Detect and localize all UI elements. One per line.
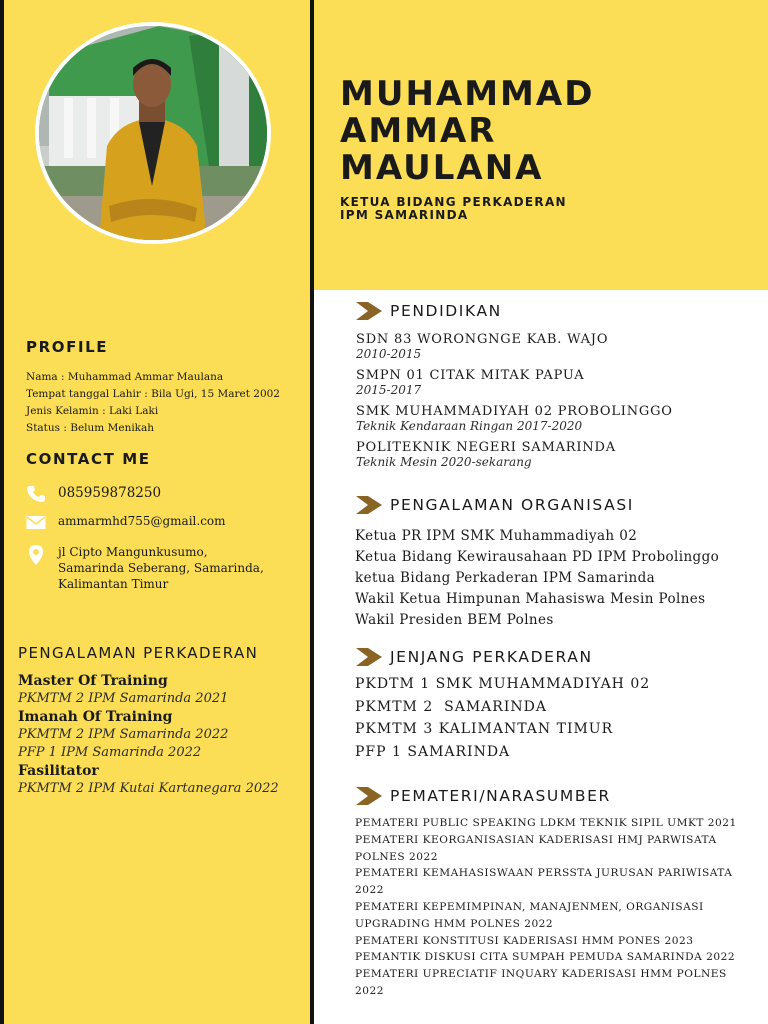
perkaderan-event: PKMTM 2 IPM Samarinda 2022: [18, 727, 229, 742]
perkaderan-event: PKMTM 2 IPM Samarinda 2021: [18, 691, 229, 706]
contact-address: [58, 544, 264, 592]
pemateri-line: PEMATERI PUBLIC SPEAKING LDKM TEKNIK SIPIL UMKT 2021: [355, 817, 737, 829]
pemateri-line: PEMATERI KEPEMIMPINAN, MANAJENMEN, ORGANISASI: [355, 900, 704, 913]
pemateri-title: PEMATERI/NARASUMBER: [390, 787, 611, 805]
jenjang-item: PKMTM 3 KALIMANTAN TIMUR: [355, 721, 614, 737]
pemateri-line: PEMATERI KEMAHASISWAAN PERSSTA JURUSAN PARIWISATA: [355, 867, 733, 880]
school-name: SMPN 01 CITAK MITAK PAPUA: [356, 368, 585, 383]
chevron-right-icon: [356, 302, 382, 320]
position-line: IPM SAMARINDA: [340, 208, 469, 222]
organisasi-heading: [356, 496, 634, 514]
name-line: AMMAR: [340, 111, 497, 151]
profile-photo: [35, 22, 271, 244]
organisasi-item: ketua Bidang Perkaderan IPM Samarinda: [355, 570, 656, 586]
school-detail: 2010-2015: [356, 347, 422, 361]
profile-photo-image: [39, 26, 267, 240]
school-name: SDN 83 WORONGNGE KAB. WAJO: [356, 332, 609, 347]
profile-line: Tempat tanggal Lahir : Bila Ugi, 15 Maret 2002: [26, 388, 280, 400]
organisasi-title: PENGALAMAN ORGANISASI: [390, 496, 634, 514]
organisasi-item: Ketua Bidang Kewirausahaan PD IPM Probolinggo: [355, 549, 720, 565]
full-name: [340, 76, 594, 187]
profile-line: Status : Belum Menikah: [26, 422, 155, 434]
contact-phone-row: [26, 485, 161, 503]
school-detail: Teknik Kendaraan Ringan 2017-2020: [356, 419, 583, 433]
organisasi-item: Wakil Presiden BEM Polnes: [355, 612, 554, 628]
perkaderan-role: Imanah Of Training: [18, 709, 173, 725]
email-icon: [26, 513, 46, 531]
pemateri-line: POLNES 2022: [355, 850, 438, 863]
pemateri-heading: [356, 787, 611, 805]
organisasi-item: Ketua PR IPM SMK Muhammadiyah 02: [355, 528, 638, 544]
chevron-right-icon: [356, 787, 382, 805]
perkaderan-event: PKMTM 2 IPM Kutai Kartanegara 2022: [18, 781, 279, 796]
jenjang-title: JENJANG PERKADERAN: [390, 648, 593, 666]
address-line: Samarinda Seberang, Samarinda,: [58, 561, 264, 575]
pendidikan-list: [356, 332, 673, 476]
position-title: [340, 196, 567, 222]
school-detail: 2015-2017: [356, 383, 422, 397]
name-line: MUHAMMAD: [340, 74, 595, 114]
pemateri-line: PEMATERI KEORGANISASIAN KADERISASI HMJ PARWISATA: [355, 833, 717, 846]
contact-email-row: [26, 513, 226, 531]
pemateri-line: 2022: [355, 984, 384, 997]
jenjang-list: [355, 673, 650, 763]
jenjang-item: PKDTM 1 SMK MUHAMMADIYAH 02: [355, 676, 651, 692]
contact-address-row: [26, 544, 264, 592]
pemateri-line: PEMANTIK DISKUSI CITA SUMPAH PEMUDA SAMARINDA 2022: [355, 951, 736, 964]
profile-line: Jenis Kelamin : Laki Laki: [26, 405, 159, 417]
perkaderan-event: PFP 1 IPM Samarinda 2022: [18, 745, 202, 760]
perkaderan-role: Fasilitator: [18, 763, 99, 779]
jenjang-item: PFP 1 SAMARINDA: [355, 743, 511, 760]
location-pin-icon: [26, 544, 46, 566]
perkaderan-list: [18, 672, 279, 798]
name-line: MAULANA: [340, 148, 544, 188]
school-name: SMK MUHAMMADIYAH 02 PROBOLINGGO: [356, 404, 673, 419]
pendidikan-title: PENDIDIKAN: [390, 302, 502, 320]
organisasi-item: Wakil Ketua Himpunan Mahasiswa Mesin Polnes: [355, 591, 706, 607]
school-detail: Teknik Mesin 2020-sekarang: [356, 455, 532, 469]
position-line: KETUA BIDANG PERKADERAN: [340, 195, 567, 209]
contact-phone[interactable]: 085959878250: [58, 485, 162, 501]
jenjang-heading: [356, 648, 593, 666]
pemateri-line: UPGRADING HMM POLNES 2022: [355, 917, 554, 930]
left-edge-line: [0, 0, 4, 1024]
organisasi-list: [355, 526, 719, 631]
profile-heading: PROFILE: [26, 338, 109, 356]
profile-details: [26, 369, 280, 437]
pemateri-line: 2022: [355, 884, 384, 897]
pemateri-line: PEMATERI UPRECIATIF INQUARY KADERISASI HMM POLNES: [355, 968, 727, 981]
address-line: jl Cipto Mangunkusumo,: [58, 545, 208, 559]
pendidikan-heading: [356, 302, 502, 320]
jenjang-item: PKMTM 2 SAMARINDA: [355, 698, 547, 715]
perkaderan-heading: PENGALAMAN PERKADERAN: [18, 644, 259, 662]
contact-email[interactable]: ammarmhd755@gmail.com: [58, 514, 226, 528]
contact-heading: CONTACT ME: [26, 450, 151, 468]
address-line: Kalimantan Timur: [58, 577, 169, 591]
perkaderan-role: Master Of Training: [18, 673, 168, 689]
pemateri-line: PEMATERI KONSTITUSI KADERISASI HMM PONES 2023: [355, 934, 694, 947]
school-name: POLITEKNIK NEGERI SAMARINDA: [356, 440, 616, 455]
chevron-right-icon: [356, 496, 382, 514]
profile-line: Nama : Muhammad Ammar Maulana: [26, 371, 224, 383]
pemateri-list: [355, 815, 737, 1000]
phone-icon: [26, 485, 46, 503]
chevron-right-icon: [356, 648, 382, 666]
